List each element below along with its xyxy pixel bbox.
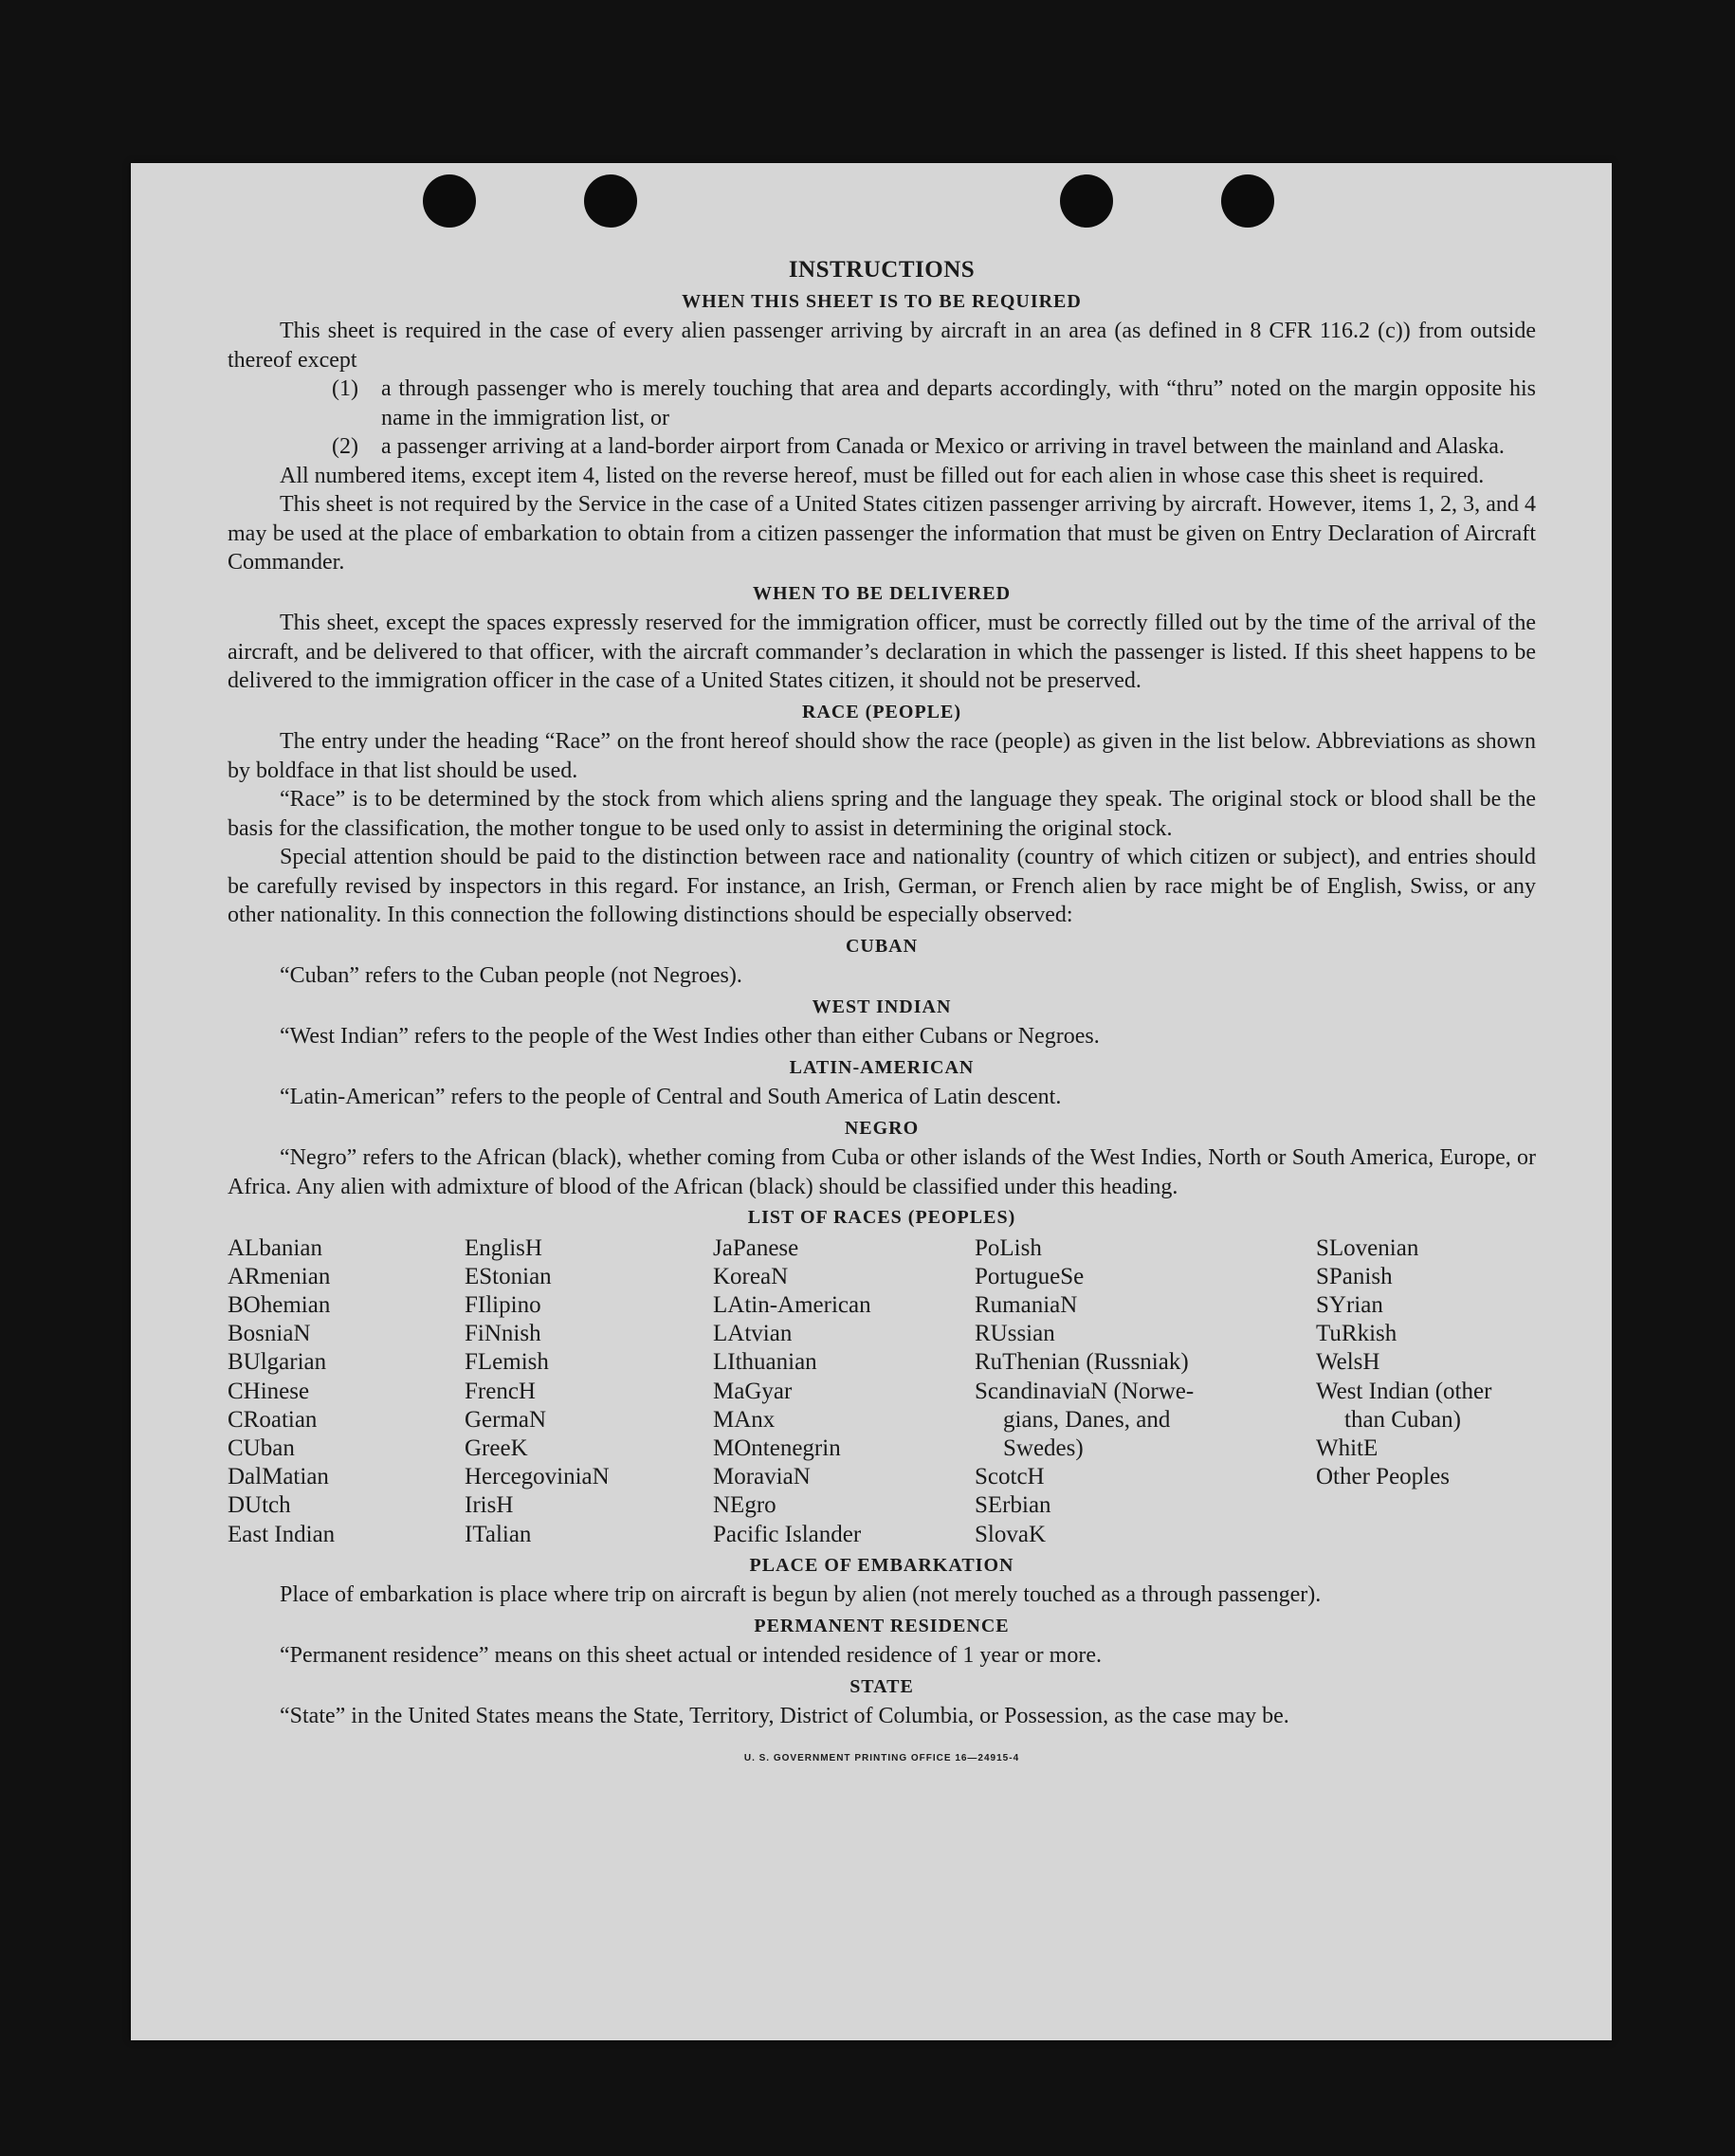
race-entry: Swedes) [1003, 1434, 1084, 1461]
race-entry: RuThenian (Russniak) [975, 1349, 1189, 1376]
heading-when-delivered: WHEN TO BE DELIVERED [752, 582, 1012, 604]
race-list [228, 1234, 1536, 1549]
race-entry: SLovenian [1316, 1234, 1419, 1261]
race-entry: LAtin-American [713, 1291, 871, 1318]
race-entry: RUssian [975, 1321, 1055, 1347]
race-entry: MoraviaN [713, 1464, 811, 1490]
race-entry: Other Peoples [1316, 1464, 1450, 1490]
race-entry: SErbian [975, 1492, 1051, 1519]
exception-item [228, 375, 1536, 432]
item-number: (2) [332, 434, 358, 459]
race-column [228, 1234, 465, 1549]
race-entry: EStonian [465, 1263, 552, 1289]
race-paragraph-3: Special attention should be paid to the distinction between race and nationality (country of which citizen or subject), and entries should be carefully revised by inspectors in this regard. For instance, an Irish, German, or French alien by race might be of English, Swiss, or any other nationality. In this connection the following distinctions should be especially observed: [228, 845, 1536, 927]
heading-race: RACE (PEOPLE) [802, 701, 961, 722]
race-entry: SlovaK [975, 1521, 1046, 1547]
race-entry: MOntenegrin [713, 1434, 841, 1461]
race-entry: BOhemian [228, 1291, 331, 1318]
residence-text: “Permanent residence” means on this sheet actual or intended residence of 1 year or more. [280, 1643, 1102, 1669]
race-entry: NEgro [713, 1492, 776, 1519]
latin-american-text: “Latin-American” refers to the people of Central and South America of Latin descent. [280, 1085, 1062, 1109]
race-entry: SYrian [1316, 1291, 1383, 1318]
race-entry: ARmenian [228, 1263, 331, 1289]
race-entry: MAnx [713, 1406, 776, 1433]
race-entry: FIlipino [465, 1291, 541, 1318]
race-entry: DUtch [228, 1492, 291, 1519]
race-entry: CUban [228, 1434, 295, 1461]
race-entry: FLemish [465, 1349, 549, 1376]
race-entry: than Cuban) [1344, 1406, 1461, 1433]
exception-item [228, 432, 1536, 462]
race-entry: WhitE [1316, 1434, 1379, 1461]
race-entry: ITalian [465, 1521, 532, 1547]
heading-list-of-races: LIST OF RACES (PEOPLES) [747, 1207, 1016, 1228]
heading-cuban: CUBAN [845, 935, 919, 957]
race-entry: WelsH [1316, 1349, 1380, 1376]
race-entry: DalMatian [228, 1464, 329, 1490]
item-number: (1) [332, 376, 358, 401]
race-paragraph-1: The entry under the heading “Race” on the front hereof should show the race (people) as given in the list below. Abbreviations as shown by boldface in that list should be used. [228, 729, 1536, 783]
race-entry: CHinese [228, 1378, 310, 1404]
race-entry: RumaniaN [975, 1291, 1078, 1318]
race-entry: gians, Danes, and [1003, 1406, 1171, 1433]
punch-hole [584, 174, 637, 228]
heading-embarkation: PLACE OF EMBARKATION [749, 1554, 1014, 1576]
race-paragraph-2: “Race” is to be determined by the stock from which aliens spring and the language they speak. The original stock or blood shall be the basis for the classification, the mother tongue to be used only to assist in determining the original stock. [228, 787, 1536, 841]
race-entry: SPanish [1316, 1263, 1393, 1289]
heading-west-indian: WEST INDIAN [812, 996, 952, 1017]
numbered-items-paragraph: All numbered items, except item 4, listed on the reverse hereof, must be filled out for each alien in whose case this sheet is required. [280, 463, 1485, 488]
printing-office-footer: U. S. GOVERNMENT PRINTING OFFICE 16—24915-4 [743, 1752, 1020, 1763]
race-entry: West Indian (other [1316, 1378, 1492, 1404]
race-entry: ALbanian [228, 1234, 322, 1261]
heading-negro: NEGRO [844, 1117, 920, 1139]
race-entry: East Indian [228, 1521, 336, 1547]
punch-hole [1060, 174, 1113, 228]
race-entry: Pacific Islander [713, 1521, 862, 1547]
item-text: a passenger arriving at a land-border airport from Canada or Mexico or arriving in travel between the mainland and Alaska. [381, 434, 1505, 459]
race-column [465, 1234, 713, 1549]
item-text: a through passenger who is merely touching that area and departs accordingly, with “thru” noted on the margin opposite his name in the immigration list, or [381, 376, 1536, 430]
when-delivered-text: This sheet, except the spaces expressly reserved for the immigration officer, must be correctly filled out by the time of the arrival of the aircraft, and be delivered to that officer, with the aircraft commander’s declaration in which the passenger is listed. If this sheet happens to be delivered to the immigration officer in the case of a United States citizen, it should not be preserved. [228, 611, 1536, 693]
west-indian-text: “West Indian” refers to the people of the West Indies other than either Cubans or Negroes. [280, 1024, 1100, 1049]
heading-latin-american: LATIN-AMERICAN [789, 1056, 975, 1078]
embarkation-text: Place of embarkation is place where trip on aircraft is begun by alien (not merely touched as a through passenger). [280, 1582, 1322, 1608]
race-entry: KoreaN [713, 1263, 789, 1289]
race-entry: MaGyar [713, 1378, 793, 1404]
heading-when-required: WHEN THIS SHEET IS TO BE REQUIRED [682, 290, 1082, 312]
race-entry: EnglisH [465, 1234, 542, 1261]
instructions-body [228, 256, 1536, 1773]
race-entry: PortugueSe [975, 1263, 1085, 1289]
race-entry: PoLish [975, 1234, 1042, 1261]
race-entry: BosniaN [228, 1321, 311, 1347]
when-required-intro: This sheet is required in the case of every alien passenger arriving by aircraft in an area (as defined in 8 CFR 116.2 (c)) from outside thereof except [228, 319, 1536, 373]
race-entry: GreeK [465, 1434, 528, 1461]
heading-state: STATE [849, 1675, 914, 1697]
race-column [713, 1234, 975, 1549]
race-entry: GermaN [465, 1406, 547, 1433]
race-entry: TuRkish [1316, 1321, 1397, 1347]
race-column [975, 1234, 1316, 1549]
heading-permanent-residence: PERMANENT RESIDENCE [754, 1615, 1010, 1636]
race-entry: HercegoviniaN [465, 1464, 610, 1490]
punch-hole [423, 174, 476, 228]
race-entry: ScandinaviaN (Norwe- [975, 1378, 1195, 1404]
document-sheet [131, 163, 1612, 2040]
race-entry: FrencH [465, 1378, 536, 1404]
state-text: “State” in the United States means the State, Territory, District of Columbia, or Possession, as the case may be. [280, 1704, 1289, 1729]
race-column [1316, 1234, 1536, 1549]
race-entry: LAtvian [713, 1321, 793, 1347]
race-entry: ScotcH [975, 1464, 1045, 1490]
punch-hole [1221, 174, 1274, 228]
page-title: INSTRUCTIONS [788, 257, 976, 283]
negro-text: “Negro” refers to the African (black), whether coming from Cuba or other islands of the West Indies, North or South America, Europe, or Africa. Any alien with admixture of blood of the African (black) should be classified under this heading. [228, 1145, 1536, 1199]
citizen-paragraph: This sheet is not required by the Service in the case of a United States citizen passenger arriving by aircraft. However, items 1, 2, 3, and 4 may be used at the place of embarkation to obtain from a citizen passenger the information that must be given on Entry Declaration of Aircraft Commander. [228, 492, 1536, 575]
race-entry: FiNnish [465, 1321, 541, 1347]
cuban-text: “Cuban” refers to the Cuban people (not Negroes). [280, 963, 742, 988]
race-entry: BUlgarian [228, 1349, 327, 1376]
race-entry: CRoatian [228, 1406, 318, 1433]
race-entry: JaPanese [713, 1234, 799, 1261]
race-entry: LIthuanian [713, 1349, 817, 1376]
race-entry: IrisH [465, 1492, 514, 1519]
